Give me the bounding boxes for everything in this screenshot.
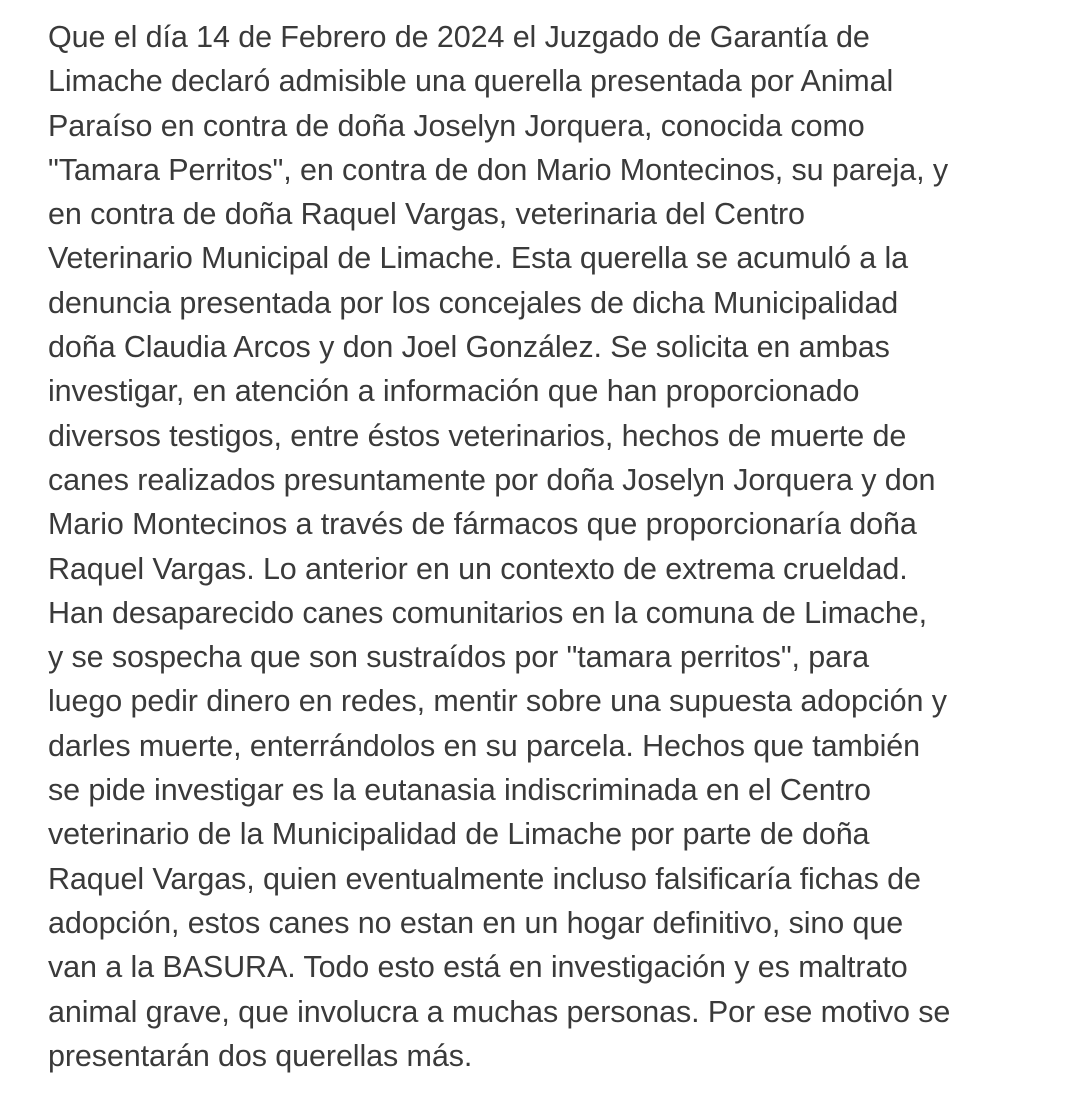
text-line: doña Claudia Arcos y don Joel González. Se solicita en ambas <box>48 330 890 365</box>
text-line: veterinario de la Municipalidad de Limache por parte de doña <box>48 817 870 852</box>
text-line: investigar, en atención a información que han proporcionado <box>48 374 860 409</box>
document-text <box>48 15 1068 1078</box>
text-line: darles muerte, enterrándolos en su parcela. Hechos que también <box>48 728 921 763</box>
text-line: "Tamara Perritos", en contra de don Mario Montecinos, su pareja, y <box>48 152 948 187</box>
text-line: Raquel Vargas, quien eventualmente incluso falsificaría fichas de <box>48 861 921 896</box>
text-line: canes realizados presuntamente por doña Joselyn Jorquera y don <box>48 462 936 497</box>
text-line: Mario Montecinos a través de fármacos que proporcionaría doña <box>48 507 917 542</box>
text-line: Limache declaró admisible una querella presentada por Animal <box>48 64 894 99</box>
text-line: se pide investigar es la eutanasia indiscriminada en el Centro <box>48 773 871 808</box>
text-line: diversos testigos, entre éstos veterinarios, hechos de muerte de <box>48 418 907 453</box>
text-line: Han desaparecido canes comunitarios en la comuna de Limache, <box>48 595 928 630</box>
text-line: Paraíso en contra de doña Joselyn Jorquera, conocida como <box>48 108 865 143</box>
text-line: luego pedir dinero en redes, mentir sobre una supuesta adopción y <box>48 684 947 719</box>
text-line: en contra de doña Raquel Vargas, veterinaria del Centro <box>48 197 805 232</box>
text-line: denuncia presentada por los concejales de dicha Municipalidad <box>48 285 899 320</box>
text-line: presentarán dos querellas más. <box>48 1038 473 1073</box>
text-line: Raquel Vargas. Lo anterior en un contexto de extrema crueldad. <box>48 551 908 586</box>
text-line: animal grave, que involucra a muchas personas. Por ese motivo se <box>48 994 951 1029</box>
text-line: van a la BASURA. Todo esto está en investigación y es maltrato <box>48 950 908 985</box>
text-line: Veterinario Municipal de Limache. Esta querella se acumuló a la <box>48 241 909 276</box>
text-line: adopción, estos canes no estan en un hogar definitivo, sino que <box>48 905 904 940</box>
text-line: y se sospecha que son sustraídos por "tamara perritos", para <box>48 640 869 675</box>
text-line: Que el día 14 de Febrero de 2024 el Juzgado de Garantía de <box>48 20 870 54</box>
